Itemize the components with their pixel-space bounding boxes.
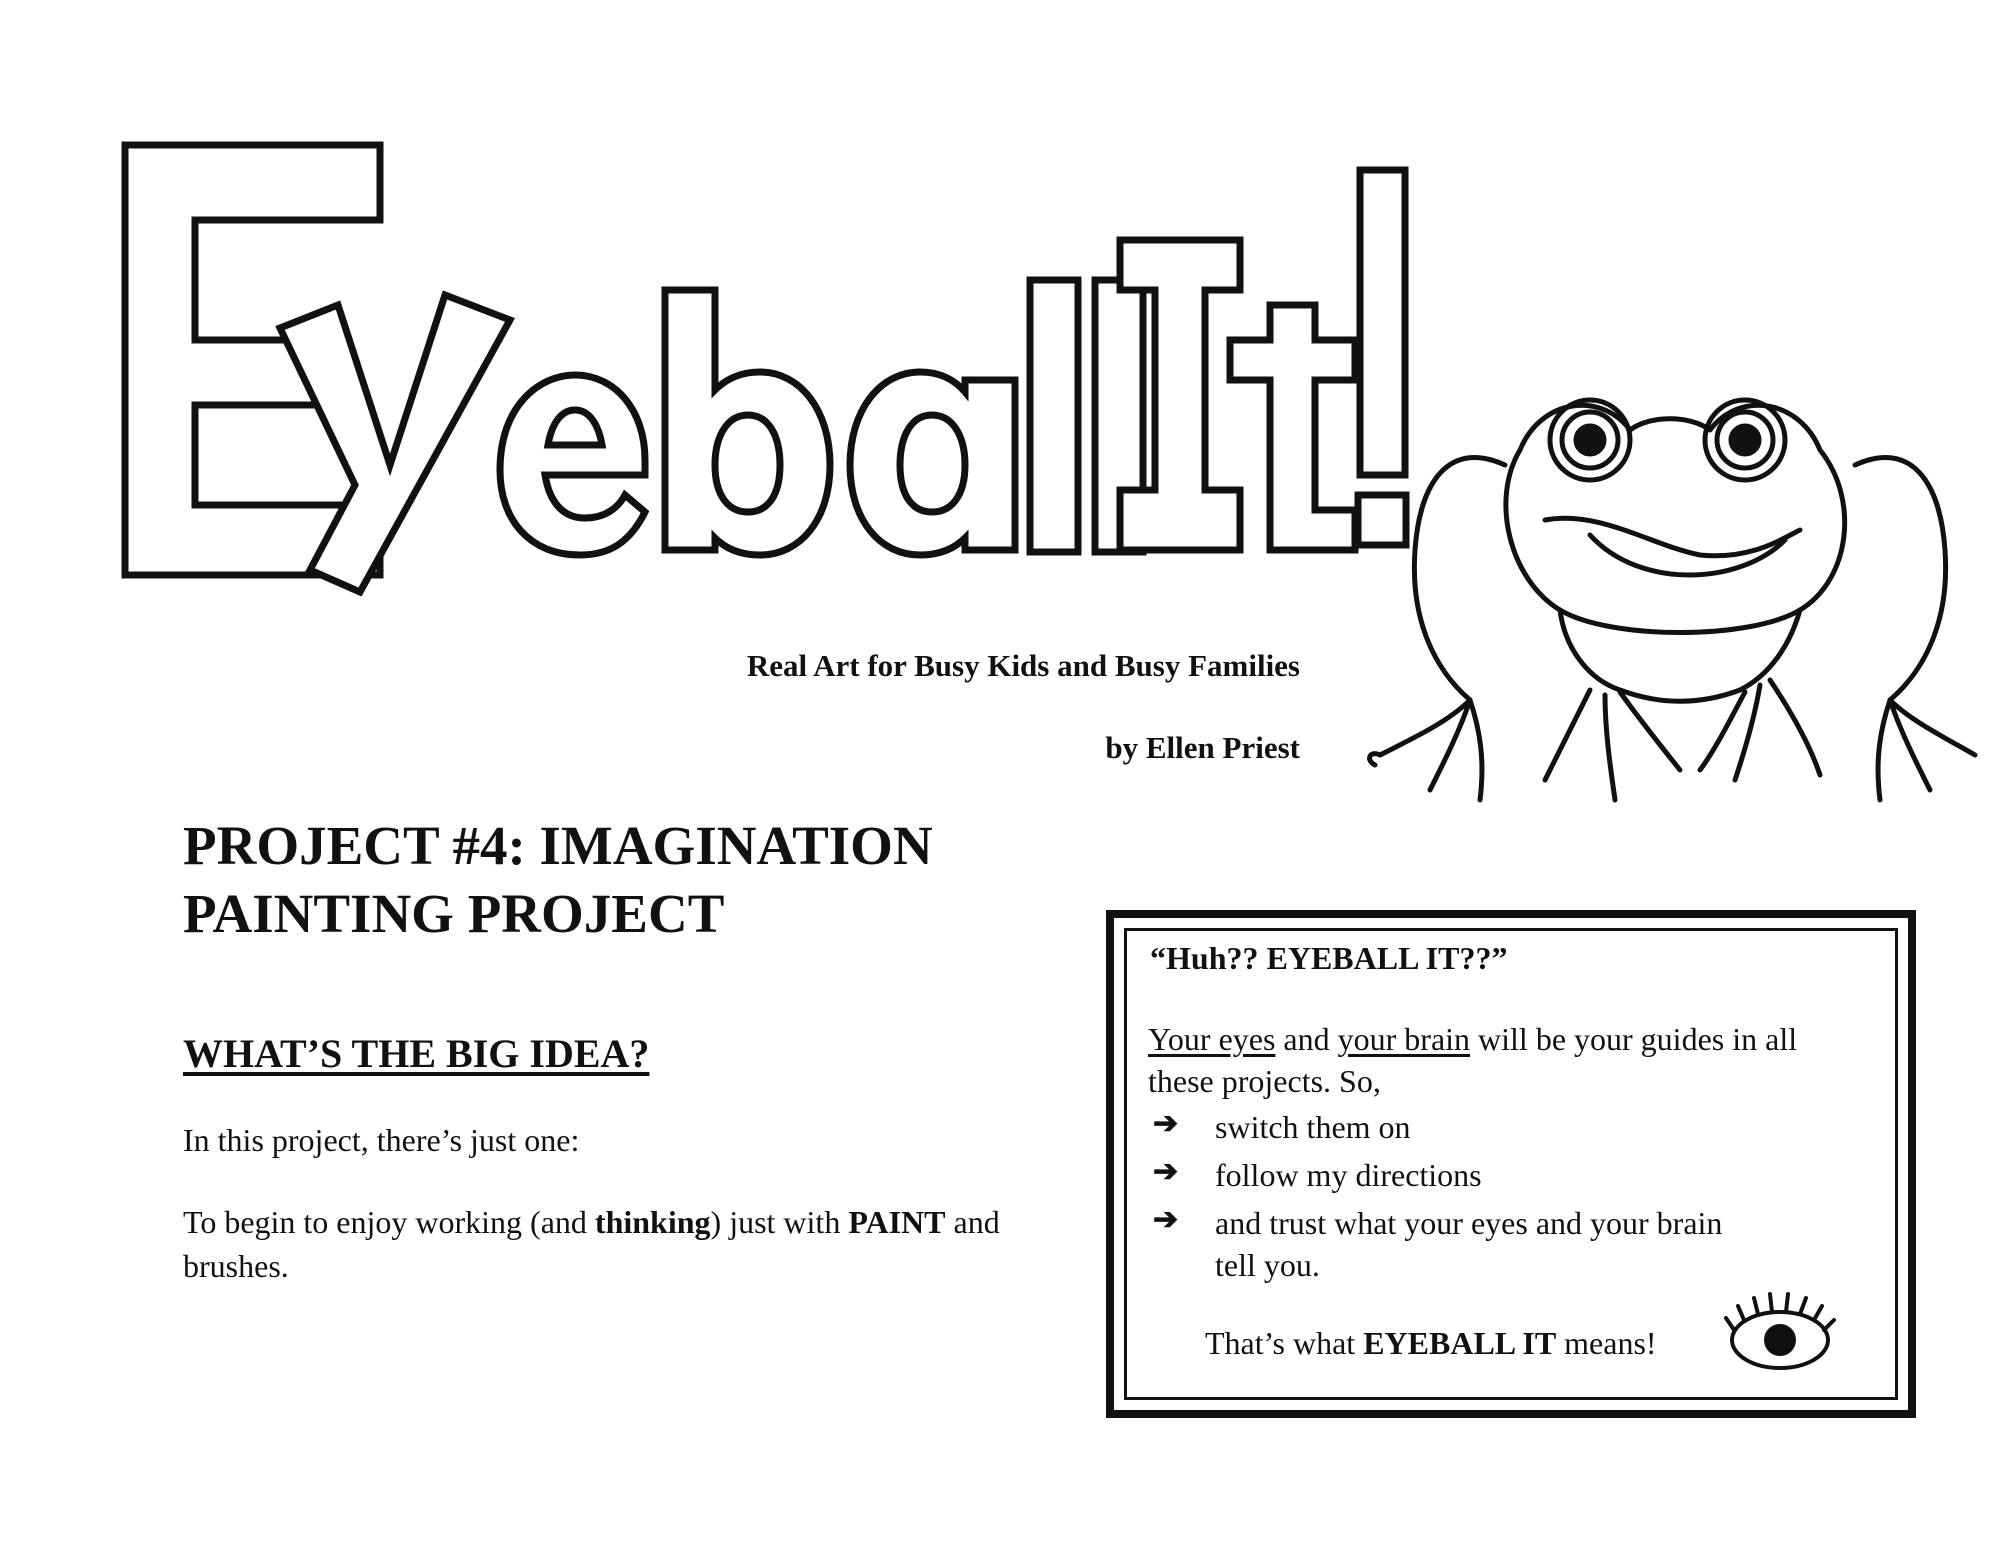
project-title-line-1: PROJECT #4: IMAGINATION bbox=[183, 815, 933, 876]
idea-text-1: To begin to enjoy working (and bbox=[183, 1204, 595, 1240]
right-arrow-icon: ➔ bbox=[1153, 1107, 1179, 1140]
big-idea-heading: WHAT’S THE BIG IDEA? bbox=[183, 1031, 650, 1076]
idea-text-3: and brushes. bbox=[183, 1204, 1000, 1284]
closing-pre: That’s what bbox=[1205, 1325, 1364, 1361]
bullet-item bbox=[1153, 1106, 1411, 1148]
bullet-text: follow my directions bbox=[1215, 1157, 1482, 1193]
info-box-title: “Huh?? EYEBALL IT??” bbox=[1150, 940, 1508, 976]
idea-bold-thinking: thinking bbox=[594, 1204, 711, 1240]
big-idea-paragraph bbox=[183, 1200, 1083, 1288]
right-arrow-icon: ➔ bbox=[1153, 1203, 1179, 1236]
para-rest: will be your guides in all these projects. So, bbox=[1148, 1021, 1798, 1099]
bullet-text: and trust what your eyes and your brain bbox=[1215, 1205, 1723, 1241]
author-byline: by Ellen Priest bbox=[1105, 730, 1300, 765]
bullet-text-multiline bbox=[1215, 1202, 1722, 1286]
intro-line: In this project, there’s just one: bbox=[183, 1122, 580, 1158]
idea-text-2: ) just with bbox=[710, 1204, 849, 1240]
bullet-text-continuation: tell you. bbox=[1215, 1247, 1320, 1283]
right-arrow-icon: ➔ bbox=[1153, 1155, 1179, 1188]
eye-icon bbox=[1720, 1282, 1840, 1382]
frog-illustration-icon bbox=[1360, 370, 1980, 810]
closing-bold: EYEBALL IT bbox=[1363, 1325, 1557, 1361]
closing-post: means! bbox=[1556, 1325, 1657, 1361]
para-and: and bbox=[1275, 1021, 1338, 1057]
bullet-text: switch them on bbox=[1215, 1109, 1411, 1145]
idea-bold-paint: PAINT bbox=[848, 1204, 946, 1240]
info-box-paragraph bbox=[1148, 1018, 1868, 1102]
project-title bbox=[183, 812, 1083, 948]
project-title-line-2: PAINTING PROJECT bbox=[183, 883, 725, 944]
underlined-your-brain: your brain bbox=[1337, 1021, 1471, 1057]
closing-line bbox=[1205, 1325, 1657, 1362]
subtitle: Real Art for Busy Kids and Busy Families bbox=[746, 648, 1300, 683]
underlined-your-eyes: Your eyes bbox=[1148, 1021, 1276, 1057]
eyeball-it-logo bbox=[120, 140, 1410, 600]
bullet-item bbox=[1153, 1154, 1482, 1196]
bullet-item bbox=[1153, 1202, 1722, 1286]
